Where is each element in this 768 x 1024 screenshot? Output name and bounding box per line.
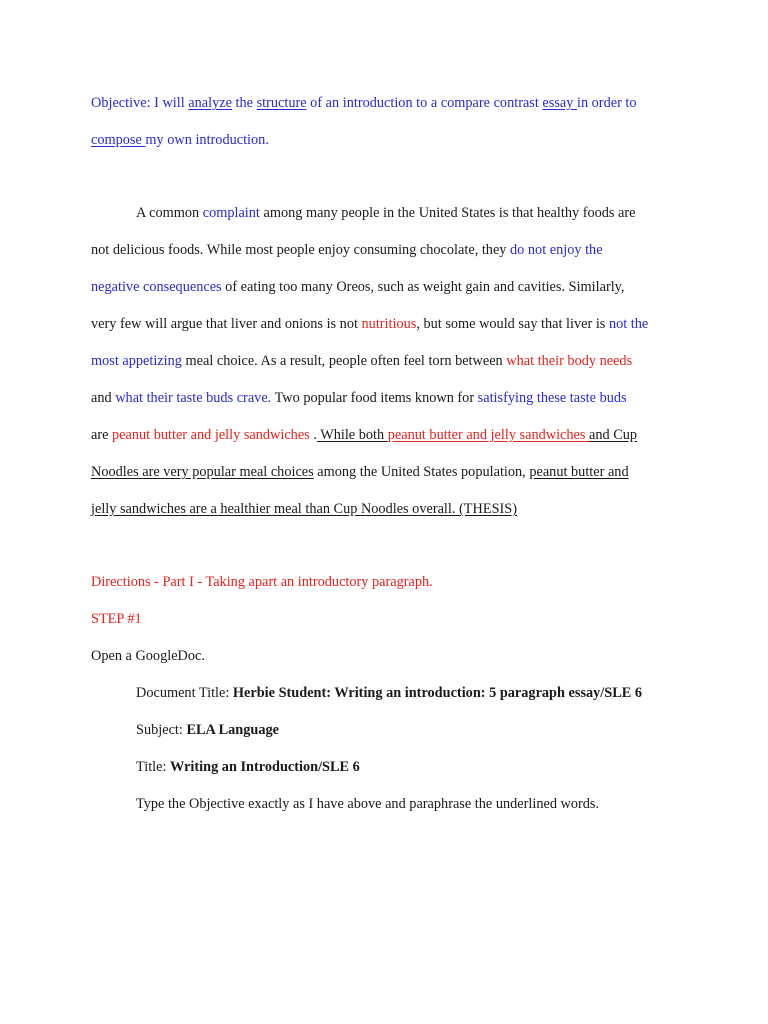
paragraph-line-4 xyxy=(91,315,648,333)
text-run: peanut butter and jelly sandwiches xyxy=(112,427,314,443)
text-run: compose xyxy=(91,132,146,148)
document-title-value: Herbie Student: Writing an introduction: 5 paragraph essay/SLE 6 xyxy=(232,685,643,701)
paragraph-line-5 xyxy=(91,352,632,370)
title-value: Writing an Introduction/SLE 6 xyxy=(170,759,360,775)
text-run: Noodles are very popular meal choices xyxy=(91,464,314,480)
text-run: negative consequences xyxy=(91,279,222,295)
text-run: , but some would say that liver is xyxy=(416,316,609,332)
text-run: structure xyxy=(256,95,307,111)
text-run: of eating too many Oreos, such as weight gain and cavities. Similarly, xyxy=(221,279,625,295)
text-run: do not enjoy the xyxy=(510,242,603,258)
text-run: not delicious foods. While most people enjoy consuming chocolate, they xyxy=(91,242,511,258)
text-run: analyze xyxy=(188,95,232,111)
text-run: among many people in the United States is that healthy foods are xyxy=(259,205,636,221)
text-run: my own introduction. xyxy=(145,132,269,148)
paragraph-line-8 xyxy=(91,463,629,481)
document-title-item xyxy=(136,684,642,702)
title-item xyxy=(136,758,360,776)
text-run: peanut butter and jelly sandwiches xyxy=(387,427,590,443)
text-run: among the United States population, xyxy=(313,464,530,480)
subject-item xyxy=(136,721,279,739)
text-run: very few will argue that liver and onions is not xyxy=(91,316,362,332)
objective-line-2 xyxy=(91,131,269,149)
title-label: Title: xyxy=(136,759,171,775)
instruction-text: Open a GoogleDoc. xyxy=(91,648,205,664)
text-run: of an introduction to a compare contrast xyxy=(306,95,543,111)
text-run: Two popular food items known for xyxy=(271,390,478,406)
paragraph-line-2 xyxy=(91,241,603,259)
subject-value: ELA Language xyxy=(186,722,279,738)
directions-heading: Directions - Part I - Taking apart an introductory paragraph. xyxy=(91,574,433,590)
text-run: A common xyxy=(136,205,203,221)
text-run: Objective: I will xyxy=(91,95,189,111)
document-title-label: Document Title: xyxy=(136,685,233,701)
paragraph-line-6 xyxy=(91,389,627,407)
paragraph-line-3 xyxy=(91,278,624,296)
text-run: the xyxy=(231,95,257,111)
text-run: in order to xyxy=(576,95,637,111)
objective-line-1 xyxy=(91,94,637,112)
text-run: peanut butter and xyxy=(529,464,629,480)
text-run: what their taste buds crave. xyxy=(115,390,272,406)
subject-label: Subject: xyxy=(136,722,187,738)
text-run: jelly sandwiches are a healthier meal than Cup Noodles overall. (THESIS) xyxy=(91,501,517,517)
text-run: and Cup xyxy=(589,427,638,443)
step-label: STEP #1 xyxy=(91,611,142,627)
final-instruction: Type the Objective exactly as I have above and paraphrase the underlined words. xyxy=(136,796,600,812)
paragraph-line-1 xyxy=(136,204,636,222)
text-run: and xyxy=(91,390,116,406)
text-run: satisfying these taste buds xyxy=(477,390,627,406)
paragraph-line-7 xyxy=(91,426,637,444)
text-run: nutritious xyxy=(361,316,417,332)
text-run: not the xyxy=(608,316,649,332)
paragraph-line-9 xyxy=(91,500,517,518)
text-run: . xyxy=(313,427,317,443)
text-run: are xyxy=(91,427,113,443)
text-run: what their body needs xyxy=(506,353,633,369)
text-run: complaint xyxy=(202,205,260,221)
text-run: essay xyxy=(542,95,577,111)
text-run: most appetizing xyxy=(91,353,182,369)
text-run: While both xyxy=(316,427,388,443)
text-run: meal choice. As a result, people often feel torn between xyxy=(181,353,507,369)
